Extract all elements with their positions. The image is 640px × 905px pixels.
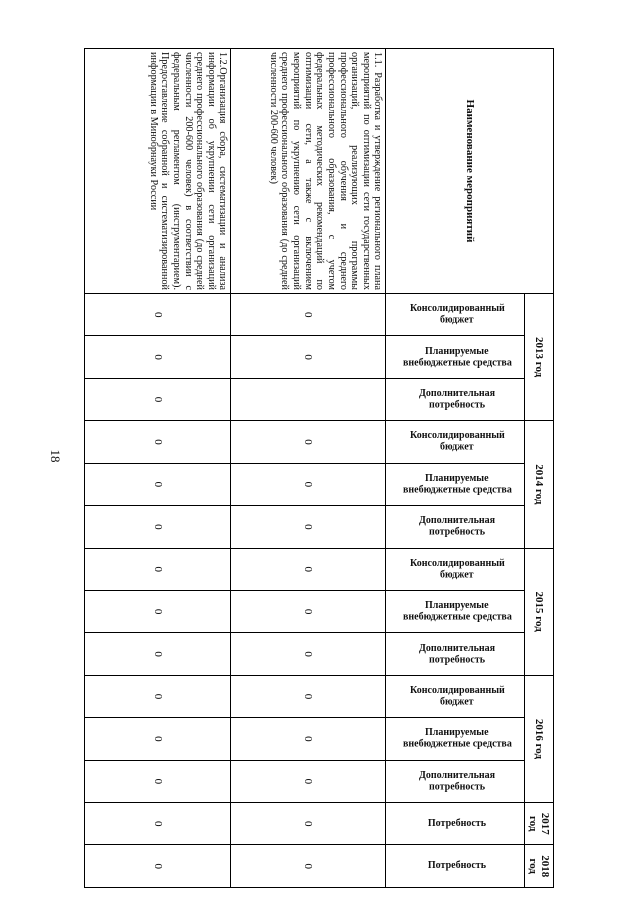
value-cell: 0 — [231, 421, 386, 463]
value-cell: 0 — [85, 675, 232, 717]
value-cell: 0 — [85, 548, 232, 590]
subheader-planned-extrabudgetary: Планируемые внебюджетные средства — [386, 718, 525, 760]
value-cell: 0 — [85, 590, 232, 632]
value-cell: 0 — [85, 633, 232, 675]
activity-name: 1.1. Разработка и утверждение регионального плана мероприятий по оптимизации сети государственных организаций, реализующих программы профессионального обучения и среднего профессионального образования, с учетом федеральных методических рекомендаций по оптимизации сети, а также с включением мероприятий по укрупнению сети организаций среднего профессионального образования (до средней численности 200-600 человек) — [231, 49, 386, 294]
year-header-2017: 2017 год — [525, 803, 554, 845]
value-cell: 0 — [85, 803, 232, 845]
value-cell: 0 — [85, 294, 232, 336]
value-cell: 0 — [231, 590, 386, 632]
year-header-2014: 2014 год — [525, 421, 554, 548]
subheader-need: Потребность — [386, 803, 525, 845]
year-header-2016: 2016 год — [525, 675, 554, 802]
value-cell: 0 — [231, 633, 386, 675]
subheader-consolidated-budget: Консолидированный бюджет — [386, 421, 525, 463]
value-cell: 0 — [231, 675, 386, 717]
activity-name: 1.2.Организация сбора, систематизации и анализа информации об укрупнении сети организаций среднего профессионального образования (до средней численности 200-600 человек) в соответствии с федеральным регламентом (инструментарием). Предоставление собранной и систематизированной информации в Минобрнауки России — [85, 49, 232, 294]
subheader-consolidated-budget: Консолидированный бюджет — [386, 294, 525, 336]
value-cell: 0 — [231, 506, 386, 548]
subheader-planned-extrabudgetary: Планируемые внебюджетные средства — [386, 463, 525, 505]
value-cell: 0 — [231, 336, 386, 378]
funding-table — [84, 48, 554, 888]
value-cell: 0 — [85, 506, 232, 548]
column-header-activities: Наименование мероприятий — [386, 49, 554, 294]
subheader-consolidated-budget: Консолидированный бюджет — [386, 548, 525, 590]
subheader-need: Потребность — [386, 845, 525, 888]
value-cell: 0 — [85, 336, 232, 378]
subheader-additional-need: Дополнительная потребность — [386, 760, 525, 802]
value-cell: 0 — [231, 463, 386, 505]
table-row — [231, 49, 386, 888]
table-container — [84, 48, 554, 888]
value-cell: 0 — [85, 463, 232, 505]
value-cell: 0 — [85, 760, 232, 802]
subheader-additional-need: Дополнительная потребность — [386, 378, 525, 420]
subheader-additional-need: Дополнительная потребность — [386, 506, 525, 548]
value-cell: 0 — [231, 548, 386, 590]
value-cell: 0 — [231, 718, 386, 760]
page-number: 18 — [48, 449, 63, 463]
year-header-2018: 2018 год — [525, 845, 554, 888]
table-row — [85, 49, 232, 888]
value-cell: 0 — [231, 760, 386, 802]
year-header-2013: 2013 год — [525, 294, 554, 421]
value-cell: 0 — [85, 845, 232, 888]
value-cell: 0 — [231, 803, 386, 845]
subheader-consolidated-budget: Консолидированный бюджет — [386, 675, 525, 717]
subheader-planned-extrabudgetary: Планируемые внебюджетные средства — [386, 336, 525, 378]
value-cell: 0 — [231, 845, 386, 888]
subheader-additional-need: Дополнительная потребность — [386, 633, 525, 675]
value-cell: 0 — [231, 294, 386, 336]
value-cell: 0 — [85, 378, 232, 420]
value-cell — [231, 378, 386, 420]
value-cell: 0 — [85, 718, 232, 760]
year-header-2015: 2015 год — [525, 548, 554, 675]
subheader-planned-extrabudgetary: Планируемые внебюджетные средства — [386, 590, 525, 632]
value-cell: 0 — [85, 421, 232, 463]
